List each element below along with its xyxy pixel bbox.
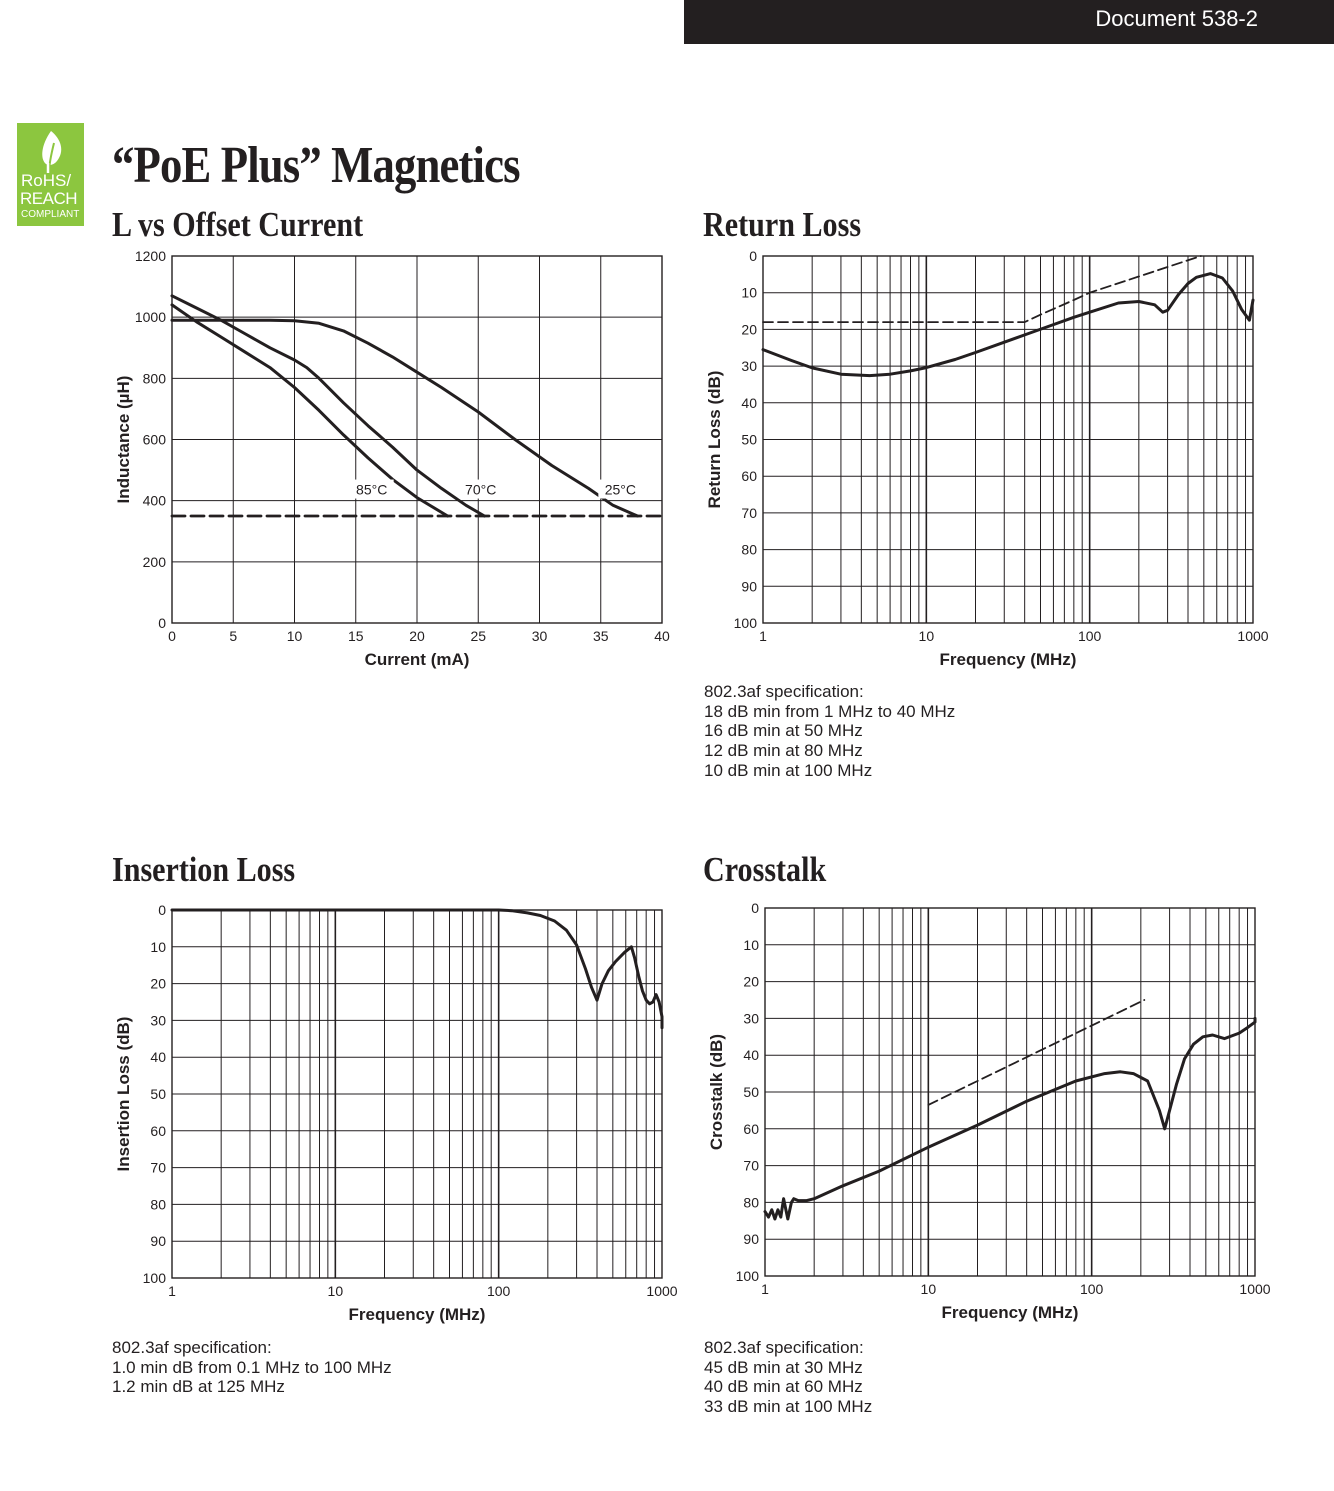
lvs-xtick-label: 25: [470, 628, 487, 644]
lvs-xtick-label: 0: [168, 628, 176, 644]
lvs-x-axis-label: Current (mA): [364, 650, 470, 669]
xt-ytick-label: 80: [743, 1194, 759, 1211]
xt-x-axis-label: Frequency (MHz): [941, 1303, 1079, 1322]
lvs-xtick-label: 40: [654, 628, 670, 644]
document-number: Document 538-2: [1095, 6, 1258, 31]
lvs-xtick-label: 15: [347, 628, 364, 644]
heading-crosstalk: Crosstalk: [703, 850, 827, 889]
il-ytick-label: 20: [150, 975, 166, 992]
lvs-xtick-label: 35: [592, 628, 609, 644]
il-note-line: 802.3af specification:: [112, 1338, 272, 1357]
xt-ytick-label: 20: [743, 973, 759, 990]
xt-ytick-label: 60: [743, 1120, 759, 1137]
rl-ytick-label: 30: [741, 358, 757, 375]
xt-y-axis-label: Crosstalk (dB): [707, 1033, 726, 1151]
il-note-line: 1.0 min dB from 0.1 MHz to 100 MHz: [112, 1357, 392, 1377]
heading-l-vs-offset: L vs Offset Current: [112, 205, 364, 244]
rl-xtick-label: 100: [1077, 628, 1102, 644]
xt-series-spec-line: [928, 1000, 1144, 1105]
rl-xtick-label: 10: [918, 628, 935, 644]
lvs-y-axis-label: Inductance (µH): [114, 375, 133, 504]
il-y-axis-label: Insertion Loss (dB): [114, 1016, 133, 1172]
rl-ytick-label: 60: [741, 468, 757, 485]
lvs-ytick-label: 800: [142, 370, 166, 387]
rl-ytick-label: 0: [749, 248, 757, 264]
xt-ytick-label: 40: [743, 1047, 759, 1064]
il-note-line: 1.2 min dB at 125 MHz: [112, 1377, 285, 1397]
lvs-series-curve: [172, 296, 484, 516]
rl-note-line: 18 dB min from 1 MHz to 40 MHz: [704, 701, 956, 721]
il-xtick-label: 10: [327, 1283, 344, 1299]
il-ytick-label: 10: [150, 938, 166, 955]
xt-ytick-label: 30: [743, 1010, 759, 1027]
lvs-xtick-label: 5: [229, 628, 238, 644]
xt-ytick-label: 0: [751, 900, 759, 916]
rl-xtick-label: 1: [759, 628, 767, 644]
xt-xtick-label: 10: [920, 1281, 937, 1297]
il-ytick-label: 100: [142, 1270, 166, 1286]
lvs-curve-label: 70°C: [465, 481, 497, 498]
lvs-xtick-label: 30: [531, 628, 548, 644]
il-ytick-label: 50: [150, 1086, 166, 1102]
xt-series-curve: [765, 1018, 1255, 1219]
rl-xtick-label: 1000: [1237, 628, 1269, 644]
rl-ytick-label: 40: [741, 394, 757, 411]
page-title: “PoE Plus” Magnetics: [112, 137, 520, 194]
rl-series-spec-line: [763, 256, 1201, 322]
logo-line-compliant: COMPLIANT: [21, 209, 80, 220]
xt-xtick-label: 1: [761, 1281, 769, 1297]
il-ytick-label: 40: [150, 1049, 166, 1066]
heading-insertion-loss: Insertion Loss: [112, 850, 296, 889]
il-x-axis-label: Frequency (MHz): [348, 1305, 486, 1324]
xt-ytick-label: 10: [743, 936, 759, 953]
il-ytick-label: 30: [150, 1012, 166, 1029]
xt-note-line: 802.3af specification:: [704, 1338, 864, 1357]
xt-xtick-label: 100: [1079, 1281, 1104, 1297]
xt-note-line: 40 dB min at 60 MHz: [704, 1377, 863, 1397]
lvs-ytick-label: 0: [158, 615, 166, 631]
il-xtick-label: 100: [486, 1283, 511, 1299]
lvs-series-curve: [172, 305, 448, 516]
rl-ytick-label: 90: [741, 578, 757, 595]
xt-xtick-label: 1000: [1239, 1281, 1271, 1297]
rl-ytick-label: 80: [741, 541, 757, 558]
lvs-xtick-label: 20: [409, 628, 425, 644]
crosstalk-spec-notes: [704, 1338, 872, 1417]
rl-ytick-label: 70: [741, 504, 757, 521]
lvs-curve-label: 85°C: [356, 481, 388, 498]
logo-line-rohs: RoHS/: [21, 171, 72, 190]
xt-ytick-label: 100: [735, 1268, 759, 1284]
rl-y-axis-label: Return Loss (dB): [705, 370, 724, 509]
rl-note-line: 12 dB min at 80 MHz: [704, 741, 863, 761]
rl-ytick-label: 10: [741, 284, 757, 301]
rl-series-curve: [763, 274, 1253, 376]
logo-line-reach: REACH: [20, 189, 78, 208]
rl-note-line: 16 dB min at 50 MHz: [704, 721, 863, 741]
xt-ytick-label: 50: [743, 1084, 759, 1100]
il-ytick-label: 90: [150, 1233, 166, 1250]
lvs-ytick-label: 1000: [134, 309, 166, 326]
xt-note-line: 33 dB min at 100 MHz: [704, 1397, 873, 1417]
rl-ytick-label: 20: [741, 321, 757, 338]
il-ytick-label: 70: [150, 1159, 166, 1176]
heading-return-loss: Return Loss: [703, 205, 862, 244]
il-series-curve: [172, 910, 662, 1028]
il-ytick-label: 80: [150, 1196, 166, 1213]
return-loss-spec-notes: [704, 682, 955, 781]
il-ytick-label: 0: [158, 902, 166, 918]
lvs-xtick-label: 10: [286, 628, 303, 644]
il-xtick-label: 1000: [646, 1283, 678, 1299]
lvs-ytick-label: 600: [142, 431, 166, 448]
lvs-ytick-label: 200: [142, 553, 166, 570]
rl-note-line: 802.3af specification:: [704, 682, 864, 701]
rl-ytick-label: 50: [741, 431, 757, 448]
rl-x-axis-label: Frequency (MHz): [939, 650, 1077, 669]
insertion-loss-spec-notes: [112, 1338, 392, 1397]
lvs-curve-label: 25°C: [604, 481, 636, 498]
xt-ytick-label: 70: [743, 1157, 759, 1174]
rl-note-line: 10 dB min at 100 MHz: [704, 760, 873, 780]
il-ytick-label: 60: [150, 1122, 166, 1139]
xt-note-line: 45 dB min at 30 MHz: [704, 1357, 863, 1377]
lvs-ytick-label: 1200: [134, 248, 166, 264]
il-xtick-label: 1: [168, 1283, 176, 1299]
rl-ytick-label: 100: [733, 615, 757, 631]
xt-ytick-label: 90: [743, 1231, 759, 1248]
lvs-ytick-label: 400: [142, 492, 166, 509]
